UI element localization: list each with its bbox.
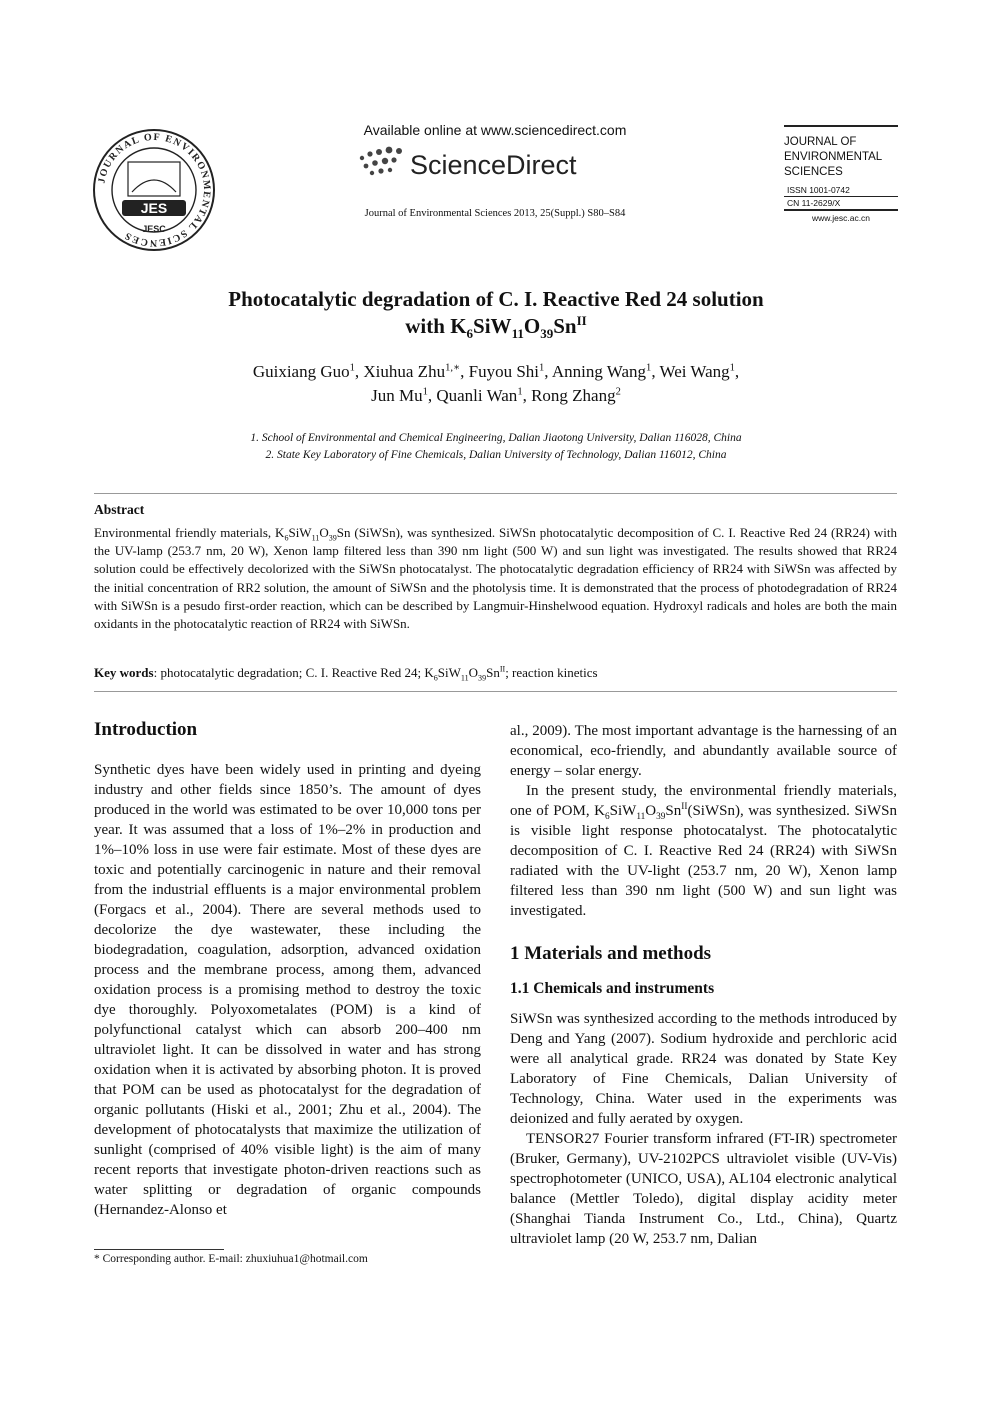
title-line1: Photocatalytic degradation of C. I. Reactive Red 24 solution <box>228 287 764 311</box>
sciencedirect-dots-icon <box>360 147 402 176</box>
intro-paragraph-1-continued: al., 2009). The most important advantage is the harnessing of an economical, eco-friendly, and abundantly available source of energy – solar energy. <box>510 723 897 779</box>
abstract-heading: Abstract <box>94 502 145 517</box>
author: Quanli Wan <box>436 386 518 405</box>
journal-name-line2: ENVIRONMENTAL <box>784 151 883 163</box>
affiliation-2: 2. State Key Laboratory of Fine Chemicals, Dalian University of Technology, Dalian 116012, China <box>265 449 727 461</box>
journal-website[interactable]: www.jesc.ac.cn <box>811 213 871 223</box>
author: Jun Mu <box>371 386 423 405</box>
cn-number: CN 11-2629/X <box>787 198 841 208</box>
svg-text:JES: JES <box>140 200 168 216</box>
divider-top <box>94 493 897 494</box>
right-column <box>510 721 897 1249</box>
left-column <box>94 760 481 1220</box>
author: Xiuhua Zhu <box>363 362 446 381</box>
introduction-heading: Introduction <box>94 719 198 740</box>
author: Rong Zhang <box>531 386 616 405</box>
section-1-1-paragraph-2: TENSOR27 Fourier transform infrared (FT-IR) spectrometer (Bruker, Germany), UV-2102PCS ultraviolet visible (UV-Vis) spectrophotometer (UNICO, USA), AL104 electronic analytical balance (Mettler Toledo), digital display acidity meter (Shanghai Tianda Instrument Co., Ltd., China), Quartz ultraviolet lamp (20 W, 253.7 nm, Dalian <box>510 1131 897 1247</box>
available-online-text: Available online at www.sciencedirect.com <box>363 122 627 138</box>
svg-text:ScienceDirect: ScienceDirect <box>410 150 577 180</box>
section-1-heading: 1 Materials and methods <box>510 943 712 964</box>
svg-text:JESC: JESC <box>142 224 166 234</box>
divider-bottom <box>94 691 897 692</box>
affiliation-1: 1. School of Environmental and Chemical Engineering, Dalian Jiaotong University, Dalian 116028, China <box>250 432 742 444</box>
journal-info-block <box>784 125 898 223</box>
author: Wei Wang <box>659 362 730 381</box>
section-1-1-paragraph-1: SiWSn was synthesized according to the methods introduced by Deng and Yang (2007). Sodium hydroxide and perchloric acid were all analytical grade. RR24 was donated by State Key Laboratory of Fine Chemicals, Dalian University of Technology, China. Water used in the experiments was deionized and fully aerated by oxygen. <box>510 1011 897 1127</box>
intro-paragraph-1: Synthetic dyes have been widely used in printing and dyeing industry and other fields since 1850’s. The amount of dyes produced in the world was estimated to be over 10,000 tons per year. It was assumed that a loss of 1%–2% in production and 1%–10% loss in use were fair estimate. Most of these dyes are toxic and potentially carcinogenic in nature and their removal from the industrial effluents is a major environmental problem (Forgacs et al., 2004). There are several methods used to decolorize the dye wastewater, these including the biodegradation, coagulation, adsorption, advanced oxidation process and the membrane process, among them, advanced oxidation process is a promising method to destroy the toxic dye thoroughly. Polyoxometalates (POM) is a kind of polyfunctional catalyst which can absorb 200–400 nm ultraviolet light. It can be dissolved in water and has strong oxidation when it is activated by absorbing photon. It is proved that POM can be used as photocatalyst for the degradation of organic pollutants (Hiski et al., 2001; Zhu et al., 2004). The development of photocatalysts that maximize the utilization of sunlight (comprised of 40% visible light) is the aim of many recent reports that investigate photon-driven reactions such as water splitting or degradation of organic compounds (Hernandez-Alonso et <box>94 762 481 1218</box>
title-line2: with $K_6SiW_{11}O_{39}Sn^{II}$ <box>405 313 587 342</box>
journal-name-line3: SCIENCES <box>784 166 843 178</box>
affiliations <box>96 430 896 464</box>
corresponding-author-footnote: * Corresponding author. E-mail: zhuxiuhua1@hotmail.com <box>94 1253 368 1265</box>
author: Fuyou Shi <box>468 362 540 381</box>
journal-reference: Journal of Environmental Sciences 2013, 25(Suppl.) S80–S84 <box>364 208 626 219</box>
intro-paragraph-2: In the present study, the environmental friendly materials, one of POM, $K_6SiW_{11}O_{39}Sn^{II}(SiWSn)$, was synthesized. SiWSn is visible light response photocatalyst. The photocatalytic decomposition of C. I. Reactive Red 24 (RR24) with SiWSn radiated with the UV-light (253.7 nm, 20 W), Xenon lamp filtered less than 390 nm light (500 W) and sun light was investigated. <box>510 783 898 919</box>
jes-journal-logo <box>92 128 216 252</box>
author-list <box>96 360 896 408</box>
issn: ISSN 1001-0742 <box>787 185 850 195</box>
abstract-text: Environmental friendly materials, $K_6SiW_{11}O_{39}Sn$ (SiWSn), was synthesized. SiWSn photocatalytic decomposition of C. I. Reactive Red 24 (RR24) with the UV-lamp (253.7 nm, 20 W), Xenon lamp filtered less than 390 nm light (500 W) and sun light was investigated. The results showed that RR24 solution could be effectively decolorized with the SiWSn photocatalyst. The photocatalytic degradation efficiency of RR24 with SiWSn was affected by the initial concentration of RR2 solution, the amount of SiWSn and the photolysis time. It is demonstrated that the process of photodegradation of RR24 with SiWSn is a pesudo first-order reaction, which can be described by Langmuir-Hinshelwood equation. Hydroxyl radicals and holes are both the main oxidants in the photocatalytic reaction of RR24 with SiWSn. <box>94 525 898 632</box>
journal-name-line1: JOURNAL OF <box>784 136 857 148</box>
author-line2: Jun Mu$^1$, Quanli Wan$^1$, Rong Zhang$^2$ <box>371 386 621 405</box>
paper-title <box>96 286 896 340</box>
section-1-1-heading: 1.1 Chemicals and instruments <box>510 980 715 997</box>
author: Guixiang Guo <box>252 362 350 381</box>
author-line1: Guixiang Guo$^1$, Xiuhua Zhu$^{1,∗}$, Fuyou Shi$^1$, Anning Wang$^1$, Wei Wang$^1$, <box>252 362 740 381</box>
keywords: Key words: photocatalytic degradation; C. I. Reactive Red 24; $K_6SiW_{11}O_{39}Sn^{II}$; reaction kinetics <box>94 664 598 683</box>
author: Anning Wang <box>551 362 647 381</box>
svg-text:JOURNAL OF ENVIRONMENTAL SCIEN: JOURNAL OF ENVIRONMENTAL SCIENCES <box>96 131 213 249</box>
sciencedirect-logo <box>352 142 592 184</box>
footnote-rule <box>94 1249 224 1250</box>
